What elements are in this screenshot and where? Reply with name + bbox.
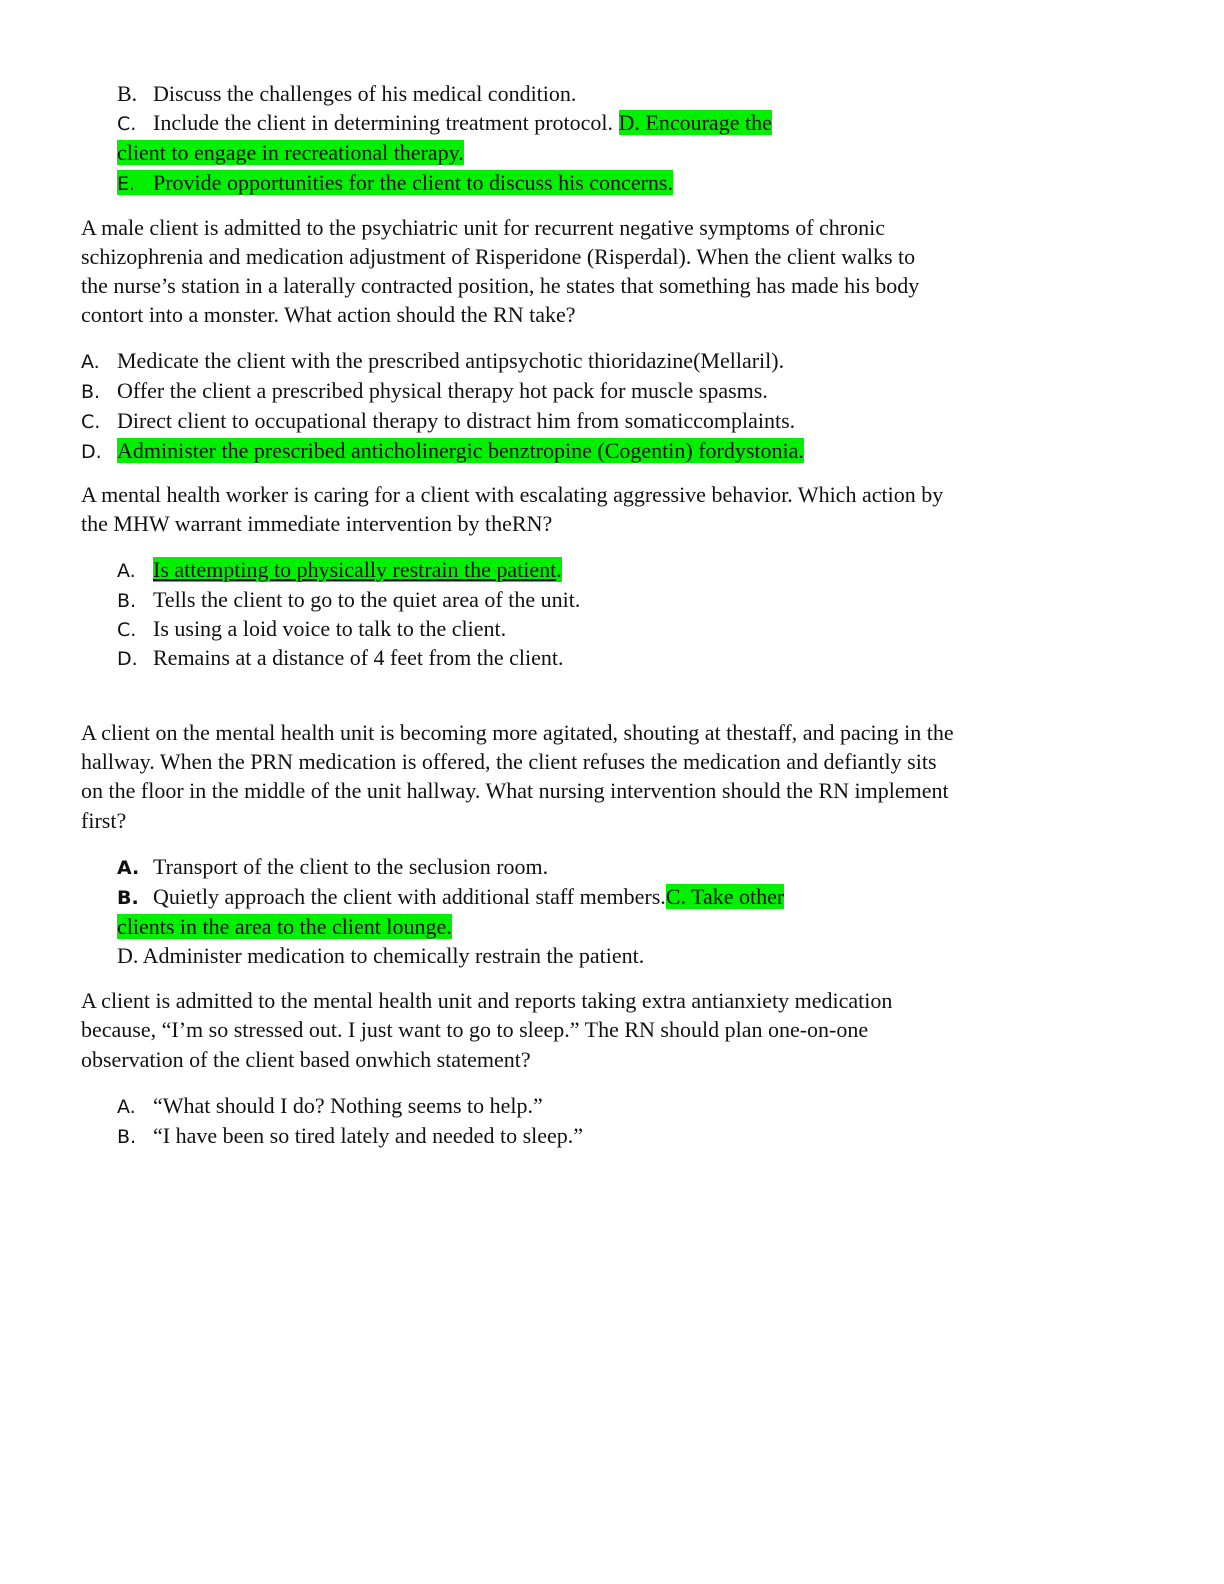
q3-option-d: D. Administer medication to chemically restrain the patient. [117,943,645,968]
q1-option-a [81,346,784,376]
option-label: A. [117,1096,136,1118]
q3-option-c-highlight-end: clients in the area to the client lounge. [117,914,452,939]
option-label: A. [81,351,100,373]
option-label: B. [117,81,138,106]
q0-option-d-highlight-start: D. Encourage the [618,110,772,135]
q1-option-d-highlight: Administer the prescribed anticholinergic benztropine (Cogentin) fordystonia. [117,438,804,463]
q0-option-c [117,108,772,138]
q4-stem-line-3: observation of the client based onwhich statement? [81,1047,531,1072]
option-suffix: . [556,557,562,582]
option-text: “I have been so tired lately and needed to sleep.” [153,1123,584,1148]
option-label: B. [117,590,137,612]
option-text: Is using a loid voice to talk to the client. [153,616,507,641]
option-label: C. [117,619,137,641]
q0-option-e-highlight [117,170,673,195]
q3-option-c-continued [117,912,452,942]
q1-option-b [81,376,768,406]
q3-stem-line-2: hallway. When the PRN medication is offered, the client refuses the medication and defiantly sits [81,749,937,774]
option-label: A. [117,857,140,879]
q3-option-c-highlight-start: C. Take other [665,884,785,909]
q2-stem-line-2: the MHW warrant immediate intervention by theRN? [81,511,553,536]
q0-option-d-continued [117,138,464,168]
q2-stem-line-1: A mental health worker is caring for a client with escalating aggressive behavior. Which action by [81,482,944,507]
option-label: D. [81,441,102,463]
q2-option-b [117,585,580,615]
option-text: Remains at a distance of 4 feet from the client. [153,645,564,670]
q1-stem-line-3: the nurse’s station in a laterally contracted position, he states that something has made his body [81,273,920,298]
q0-option-b [117,79,576,109]
option-label: B. [81,381,101,403]
option-text: Offer the client a prescribed physical therapy hot pack for muscle spasms. [117,378,768,403]
q2-option-a-highlight [153,557,562,582]
option-text: Is attempting to physically restrain the patient [153,557,557,582]
q3-stem-line-1: A client on the mental health unit is becoming more agitated, shouting at thestaff, and pacing in the [81,720,954,745]
q1-stem-line-2: schizophrenia and medication adjustment of Risperidone (Risperdal). When the client walks to [81,244,916,269]
option-label: E. [117,173,136,195]
option-text: Transport of the client to the seclusion room. [153,854,549,879]
option-text: Discuss the challenges of his medical condition. [153,81,577,106]
option-text: Tells the client to go to the quiet area of the unit. [153,587,581,612]
q4-option-a [117,1091,543,1121]
option-text: Provide opportunities for the client to discuss his concerns. [153,170,673,195]
q1-stem-line-4: contort into a monster. What action should the RN take? [81,302,576,327]
q4-option-b [117,1121,583,1151]
option-label: B. [117,1126,137,1148]
option-text: “What should I do? Nothing seems to help.” [153,1093,543,1118]
option-label: B. [117,887,139,909]
q2-option-c [117,614,506,644]
q1-option-d [81,436,804,466]
option-label: D. [117,648,138,670]
option-text: Include the client in determining treatment protocol. [153,110,619,135]
q1-stem-line-1: A male client is admitted to the psychiatric unit for recurrent negative symptoms of chronic [81,215,885,240]
option-label: C. [81,411,101,433]
q4-stem-line-2: because, “I’m so stressed out. I just want to go to sleep.” The RN should plan one-on-one [81,1017,869,1042]
option-label: C. [117,113,137,135]
q2-option-a [117,555,562,585]
q3-option-a [117,852,548,882]
q0-option-d-highlight-end: client to engage in recreational therapy. [117,140,464,165]
q2-option-d [117,643,564,673]
q3-stem-line-4: first? [81,808,127,833]
q0-option-e [117,168,673,198]
option-text: Quietly approach the client with additional staff members. [153,884,666,909]
option-text: Medicate the client with the prescribed antipsychotic thioridazine(Mellaril). [117,348,785,373]
q4-stem-line-1: A client is admitted to the mental health unit and reports taking extra antianxiety medication [81,988,893,1013]
q3-option-b [117,882,784,912]
option-text: Direct client to occupational therapy to distract him from somaticcomplaints. [117,408,796,433]
q3-stem-line-3: on the floor in the middle of the unit hallway. What nursing intervention should the RN implement [81,778,949,803]
q1-option-c [81,406,795,436]
option-label: A. [117,560,136,582]
